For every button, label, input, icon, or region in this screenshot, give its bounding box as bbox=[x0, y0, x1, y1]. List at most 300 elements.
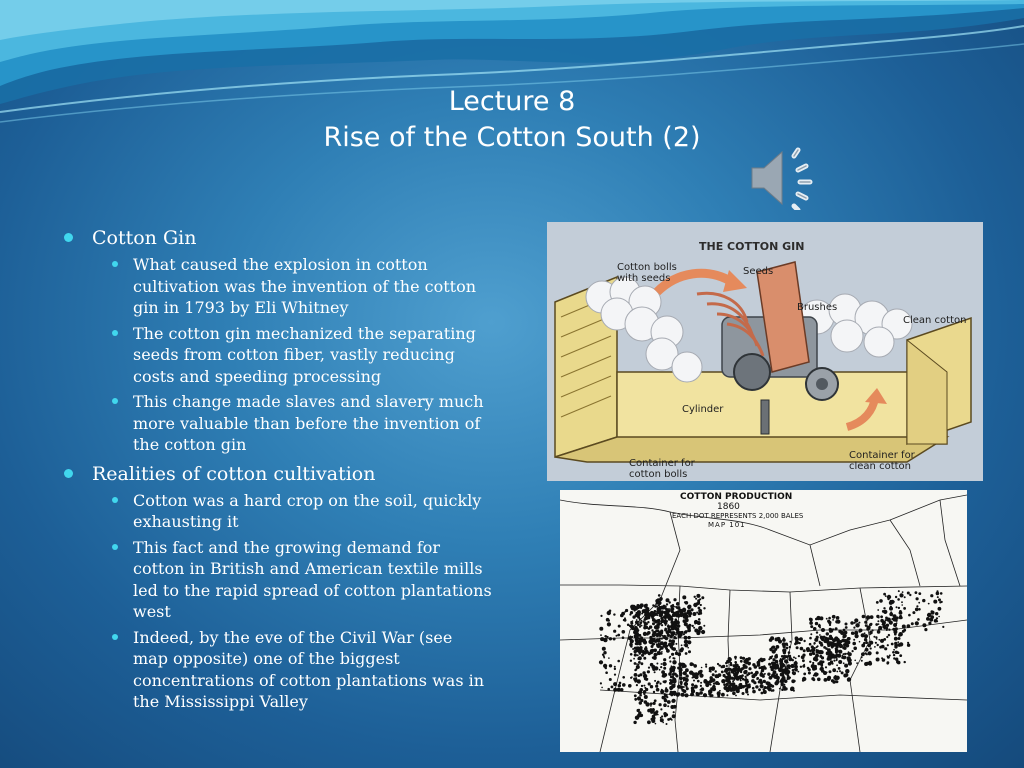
production-dot bbox=[776, 673, 778, 675]
production-dot bbox=[835, 627, 838, 630]
production-dot bbox=[667, 700, 671, 704]
production-dot bbox=[827, 677, 831, 681]
production-dot bbox=[826, 618, 828, 620]
production-dot bbox=[640, 621, 643, 624]
production-dot bbox=[669, 682, 672, 685]
production-dot bbox=[798, 655, 800, 657]
production-dot bbox=[613, 688, 617, 692]
production-dot bbox=[874, 646, 876, 648]
production-dot bbox=[641, 662, 644, 665]
production-dot bbox=[634, 669, 636, 671]
production-dot bbox=[877, 609, 879, 611]
production-dot bbox=[781, 688, 784, 691]
production-dot bbox=[838, 660, 842, 664]
production-dot bbox=[845, 626, 848, 629]
production-dot bbox=[631, 626, 635, 630]
production-dot bbox=[634, 650, 637, 653]
production-dot bbox=[763, 680, 766, 683]
production-dot bbox=[854, 631, 858, 635]
production-dot bbox=[795, 657, 797, 659]
production-dot bbox=[852, 642, 856, 646]
map-year: 1860 bbox=[717, 502, 740, 512]
production-dot bbox=[909, 594, 911, 596]
production-dot bbox=[829, 631, 831, 633]
production-dot bbox=[665, 689, 669, 693]
production-dot bbox=[717, 694, 720, 697]
production-dot bbox=[635, 635, 638, 638]
production-dot bbox=[663, 681, 665, 683]
label-seeds: Seeds bbox=[743, 266, 774, 277]
production-dot bbox=[647, 670, 650, 673]
production-dot bbox=[754, 665, 758, 669]
production-dot bbox=[901, 601, 903, 603]
production-dot bbox=[644, 678, 646, 680]
production-dot bbox=[748, 667, 751, 670]
production-dot bbox=[639, 626, 641, 628]
production-dot bbox=[895, 651, 898, 654]
production-dot bbox=[764, 667, 767, 670]
production-dot bbox=[760, 684, 762, 686]
speaker-icon[interactable] bbox=[748, 146, 818, 210]
production-dot bbox=[628, 684, 632, 688]
production-dot bbox=[656, 663, 658, 665]
production-dot bbox=[732, 692, 736, 696]
production-dot bbox=[843, 647, 846, 650]
production-dot bbox=[656, 605, 658, 607]
production-dot bbox=[832, 619, 834, 621]
production-dot bbox=[839, 644, 843, 648]
production-dot bbox=[867, 619, 869, 621]
bullet-icon bbox=[112, 330, 118, 336]
production-dot bbox=[771, 685, 774, 688]
production-dot bbox=[865, 648, 869, 652]
production-dot bbox=[693, 627, 695, 629]
production-dot bbox=[641, 654, 644, 657]
production-dot bbox=[894, 642, 897, 645]
production-dot bbox=[660, 717, 662, 719]
production-dot bbox=[674, 623, 677, 626]
production-dot bbox=[650, 702, 653, 705]
production-dot bbox=[633, 721, 636, 724]
production-dot bbox=[684, 682, 688, 686]
production-dot bbox=[668, 672, 672, 676]
production-dot bbox=[829, 670, 832, 673]
production-dot bbox=[847, 656, 851, 660]
production-dot bbox=[915, 591, 918, 594]
production-dot bbox=[665, 637, 668, 640]
production-dot bbox=[889, 621, 893, 625]
production-dot bbox=[718, 664, 720, 666]
production-dot bbox=[883, 627, 886, 630]
production-dot bbox=[782, 685, 786, 689]
production-dot bbox=[893, 649, 895, 651]
production-dot bbox=[918, 608, 921, 611]
production-dot bbox=[940, 592, 943, 595]
production-dot bbox=[933, 600, 937, 604]
production-dot bbox=[654, 610, 656, 612]
production-dot bbox=[877, 630, 881, 634]
production-dot bbox=[651, 640, 654, 643]
production-dot bbox=[655, 710, 658, 713]
production-dot bbox=[808, 672, 811, 675]
production-dot bbox=[609, 664, 612, 667]
production-dot bbox=[664, 622, 667, 625]
production-dot bbox=[924, 628, 927, 631]
production-dot bbox=[904, 661, 906, 663]
gin-title: THE COTTON GIN bbox=[699, 240, 805, 253]
production-dot bbox=[658, 619, 660, 621]
title-line-1: Lecture 8 bbox=[448, 86, 576, 117]
production-dot bbox=[899, 642, 903, 646]
map-caption: EACH DOT REPRESENTS 2,000 BALES bbox=[672, 512, 804, 520]
production-dot bbox=[817, 645, 819, 647]
production-dot bbox=[637, 714, 641, 718]
production-dot bbox=[638, 664, 640, 666]
production-dot bbox=[836, 620, 840, 624]
production-dot bbox=[620, 614, 624, 618]
map-title: COTTON PRODUCTION bbox=[680, 492, 793, 502]
production-dot bbox=[876, 601, 879, 604]
production-dot bbox=[632, 615, 635, 618]
production-dot bbox=[655, 649, 657, 651]
production-dot bbox=[684, 636, 688, 640]
production-dot bbox=[632, 620, 634, 622]
production-dot bbox=[617, 688, 621, 692]
production-dot bbox=[813, 627, 817, 631]
production-dot bbox=[922, 623, 926, 627]
production-dot bbox=[622, 683, 626, 687]
production-dot bbox=[684, 601, 686, 603]
production-dot bbox=[761, 669, 764, 672]
production-dot bbox=[687, 605, 691, 609]
production-dot bbox=[628, 636, 632, 640]
production-dot bbox=[600, 634, 602, 636]
production-dot bbox=[650, 709, 653, 712]
production-dot bbox=[654, 680, 656, 682]
production-dot bbox=[662, 676, 664, 678]
production-dot bbox=[817, 678, 821, 682]
production-dot bbox=[661, 663, 663, 665]
production-dot bbox=[758, 681, 761, 684]
production-dot bbox=[880, 619, 884, 623]
production-dot bbox=[876, 624, 878, 626]
production-dot bbox=[808, 647, 810, 649]
slide-title bbox=[0, 84, 1024, 156]
production-dot bbox=[681, 693, 685, 697]
label-container-clean bbox=[849, 450, 915, 472]
production-dot bbox=[668, 643, 672, 647]
production-dot bbox=[803, 649, 806, 652]
production-dot bbox=[609, 610, 612, 613]
production-dot bbox=[634, 680, 636, 682]
production-dot bbox=[820, 652, 822, 654]
production-dot bbox=[677, 624, 681, 628]
production-dot bbox=[813, 675, 815, 677]
production-dot bbox=[680, 678, 682, 680]
production-dot bbox=[888, 634, 890, 636]
bullet-icon bbox=[112, 398, 118, 404]
production-dot bbox=[734, 689, 736, 691]
production-dot bbox=[726, 665, 728, 667]
production-dot bbox=[758, 688, 761, 691]
production-dot bbox=[783, 655, 787, 659]
production-dot bbox=[677, 667, 680, 670]
production-dot bbox=[656, 624, 658, 626]
production-dot bbox=[691, 689, 695, 693]
production-dot bbox=[673, 672, 675, 674]
bullet-cotton-gin bbox=[62, 226, 492, 250]
production-dot bbox=[684, 614, 688, 618]
production-dot bbox=[635, 699, 637, 701]
production-dot bbox=[699, 691, 703, 695]
production-dot bbox=[832, 628, 834, 630]
production-dot bbox=[868, 651, 872, 655]
production-dot bbox=[600, 682, 602, 684]
production-dot bbox=[694, 685, 698, 689]
production-dot bbox=[936, 620, 938, 622]
production-dot bbox=[671, 665, 673, 667]
production-dot bbox=[663, 658, 666, 661]
production-dot bbox=[821, 650, 823, 652]
production-dot bbox=[832, 615, 836, 619]
sub-bullet-text: Indeed, by the eve of the Civil War (see map opposite) one of the biggest concentrations of cotton plantations was in the Mississippi Valley bbox=[133, 627, 485, 711]
production-dot bbox=[673, 598, 676, 601]
production-dot bbox=[845, 673, 849, 677]
production-dot bbox=[677, 652, 681, 656]
production-dot bbox=[650, 611, 654, 615]
sub-bullet-text: This change made slaves and slavery much more valuable than before the invention of the cotton gin bbox=[133, 392, 484, 454]
production-dot bbox=[898, 590, 900, 592]
production-dot bbox=[903, 629, 906, 632]
production-dot bbox=[648, 667, 650, 669]
production-dot bbox=[778, 639, 782, 643]
production-dot bbox=[631, 623, 633, 625]
production-dot bbox=[775, 680, 779, 684]
production-dot bbox=[810, 625, 813, 628]
production-dot bbox=[613, 613, 615, 615]
production-dot bbox=[856, 662, 858, 664]
production-dot bbox=[622, 676, 625, 679]
production-dot bbox=[786, 668, 789, 671]
production-dot bbox=[772, 689, 775, 692]
production-dot bbox=[637, 657, 640, 660]
production-dot bbox=[831, 662, 833, 664]
production-dot bbox=[616, 635, 618, 637]
production-dot bbox=[767, 673, 770, 676]
production-dot bbox=[687, 647, 689, 649]
production-dot bbox=[809, 621, 813, 625]
production-dot bbox=[668, 625, 671, 628]
production-dot bbox=[698, 618, 701, 621]
production-dot bbox=[661, 651, 663, 653]
production-dot bbox=[783, 651, 786, 654]
production-dot bbox=[670, 688, 672, 690]
production-dot bbox=[666, 598, 670, 602]
production-dot bbox=[685, 652, 688, 655]
production-dot bbox=[724, 676, 727, 679]
production-dot bbox=[669, 656, 671, 658]
production-dot bbox=[634, 662, 637, 665]
label-cotton-bolls bbox=[617, 262, 677, 284]
production-dot bbox=[661, 670, 665, 674]
production-dot bbox=[636, 642, 639, 645]
production-dot bbox=[889, 607, 893, 611]
production-dot bbox=[735, 695, 737, 697]
production-dot bbox=[904, 596, 906, 598]
production-dot bbox=[671, 719, 673, 721]
production-dot bbox=[657, 681, 660, 684]
production-dot bbox=[608, 657, 610, 659]
production-dot bbox=[670, 632, 673, 635]
production-dot bbox=[735, 658, 737, 660]
production-dot bbox=[785, 666, 787, 668]
production-dot bbox=[683, 686, 685, 688]
production-dot bbox=[902, 625, 906, 629]
production-dot bbox=[687, 636, 690, 639]
map-drawing bbox=[560, 490, 967, 752]
production-dot bbox=[639, 673, 642, 676]
production-dot bbox=[893, 654, 895, 656]
bullet-icon bbox=[64, 469, 73, 478]
production-dot bbox=[622, 630, 626, 634]
production-dot bbox=[793, 680, 796, 683]
production-dot bbox=[733, 684, 735, 686]
production-dot bbox=[795, 668, 798, 671]
production-dot bbox=[758, 667, 760, 669]
production-dot bbox=[889, 655, 891, 657]
production-dot bbox=[645, 650, 649, 654]
production-dot bbox=[744, 665, 748, 669]
production-dot bbox=[820, 643, 823, 646]
production-dot bbox=[844, 656, 847, 659]
production-dot bbox=[651, 617, 654, 620]
production-dot bbox=[644, 608, 647, 611]
production-dot bbox=[816, 636, 819, 639]
production-dot bbox=[916, 597, 919, 600]
production-dot bbox=[654, 671, 656, 673]
production-dot bbox=[836, 659, 838, 661]
production-dot bbox=[676, 650, 678, 652]
production-dot bbox=[663, 703, 667, 707]
production-dot bbox=[726, 688, 730, 692]
production-dot bbox=[701, 596, 704, 599]
production-dot bbox=[752, 690, 756, 694]
production-dot bbox=[672, 608, 674, 610]
production-dot bbox=[700, 687, 704, 691]
production-dot bbox=[802, 677, 806, 681]
production-dot bbox=[683, 619, 687, 623]
production-dot bbox=[692, 663, 694, 665]
production-dot bbox=[929, 618, 933, 622]
production-dot bbox=[700, 685, 702, 687]
production-dot bbox=[687, 640, 691, 644]
production-dot bbox=[769, 638, 773, 642]
production-dot bbox=[809, 643, 812, 646]
production-dot bbox=[637, 654, 639, 656]
production-dot bbox=[844, 664, 848, 668]
production-dot bbox=[903, 607, 906, 610]
production-dot bbox=[717, 691, 719, 693]
production-dot bbox=[698, 609, 702, 613]
production-dot bbox=[665, 680, 667, 682]
production-dot bbox=[899, 593, 903, 597]
production-dot bbox=[676, 606, 678, 608]
production-dot bbox=[684, 663, 686, 665]
label-cylinder: Cylinder bbox=[682, 404, 724, 415]
production-dot bbox=[918, 592, 921, 595]
production-dot bbox=[811, 649, 814, 652]
production-dot bbox=[692, 675, 695, 678]
production-dot bbox=[715, 681, 719, 685]
production-dot bbox=[639, 653, 641, 655]
production-dot bbox=[652, 715, 655, 718]
production-dot bbox=[666, 723, 668, 725]
production-dot bbox=[640, 636, 642, 638]
production-dot bbox=[605, 671, 608, 674]
production-dot bbox=[861, 644, 865, 648]
production-dot bbox=[671, 647, 674, 650]
cotton-gin-diagram bbox=[547, 222, 983, 481]
production-dot bbox=[809, 637, 812, 640]
production-dot bbox=[630, 645, 632, 647]
production-dot bbox=[738, 676, 742, 680]
production-dot bbox=[902, 591, 904, 593]
production-dot bbox=[608, 619, 610, 621]
production-dot bbox=[761, 687, 763, 689]
production-dot bbox=[938, 598, 941, 601]
production-dot bbox=[819, 634, 821, 636]
label-line: cotton bolls bbox=[629, 469, 688, 480]
production-dot bbox=[676, 602, 680, 606]
production-dot bbox=[625, 609, 628, 612]
production-dot bbox=[665, 630, 667, 632]
production-dot bbox=[654, 640, 657, 643]
production-dot bbox=[748, 662, 751, 665]
production-dot bbox=[657, 651, 660, 654]
production-dot bbox=[889, 612, 893, 616]
production-dot bbox=[607, 622, 611, 626]
production-dot bbox=[898, 607, 900, 609]
production-dot bbox=[638, 709, 640, 711]
production-dot bbox=[656, 688, 660, 692]
production-dot bbox=[864, 638, 867, 641]
production-dot bbox=[815, 673, 818, 676]
production-dot bbox=[675, 674, 678, 677]
label-line: clean cotton bbox=[849, 461, 911, 472]
sub-bullet bbox=[62, 490, 492, 533]
bullet-realities bbox=[62, 462, 492, 486]
production-dot bbox=[697, 602, 700, 605]
production-dot bbox=[927, 613, 931, 617]
production-dot bbox=[854, 660, 856, 662]
production-dot bbox=[858, 622, 860, 624]
production-dot bbox=[627, 624, 630, 627]
production-dot bbox=[699, 674, 703, 678]
production-dot bbox=[917, 618, 920, 621]
production-dot bbox=[870, 647, 872, 649]
production-dot bbox=[742, 678, 745, 681]
production-dot bbox=[614, 674, 616, 676]
production-dot bbox=[744, 685, 747, 688]
bullet-icon bbox=[112, 634, 118, 640]
production-dot bbox=[674, 694, 676, 696]
production-dot bbox=[779, 688, 781, 690]
production-dot bbox=[640, 607, 642, 609]
production-dot bbox=[658, 623, 661, 626]
production-dot bbox=[694, 596, 696, 598]
production-dot bbox=[681, 644, 683, 646]
production-dot bbox=[696, 692, 699, 695]
